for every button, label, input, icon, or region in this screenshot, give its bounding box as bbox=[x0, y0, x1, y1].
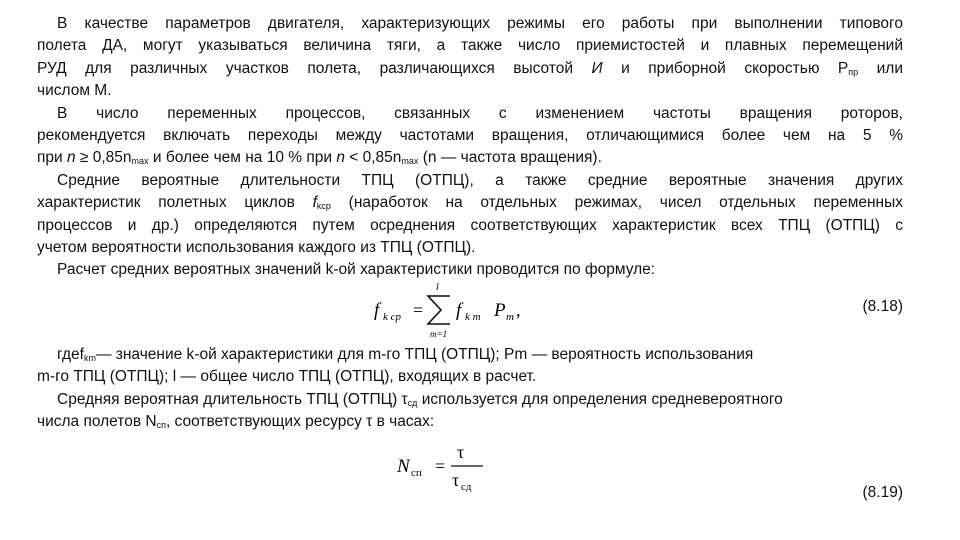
formula-8-19-graphic bbox=[395, 436, 525, 492]
text: числа полетов N bbox=[37, 413, 157, 431]
text: при bbox=[37, 149, 67, 167]
fraction-denominator-subscript: сд bbox=[461, 480, 472, 492]
subscript: max bbox=[131, 156, 149, 167]
paragraph-6-line-1 bbox=[37, 389, 903, 411]
text: (наработок на отдельных режимах, чисел отдельных переменных bbox=[330, 194, 903, 212]
text: рекомендуется включать переходы между частотами вращения, отличающимися более чем на 5 % bbox=[37, 127, 903, 145]
paragraph-5-line-2 bbox=[37, 366, 903, 388]
sum-lower-limit: m=1 bbox=[430, 328, 448, 339]
paragraph-1-line-4 bbox=[37, 80, 903, 102]
sum-upper-limit: l bbox=[436, 281, 439, 293]
subscript: пр bbox=[848, 66, 859, 77]
text: учетом вероятности использования каждого из ТПЦ (ОТПЦ). bbox=[37, 239, 476, 257]
formula-lhs-n: N bbox=[397, 455, 410, 477]
text: числом М. bbox=[37, 82, 112, 100]
italic-symbol: n bbox=[66, 149, 76, 167]
formula-lhs-f: f bbox=[374, 299, 380, 321]
formula-rhs-f: f bbox=[456, 299, 462, 321]
text: , соответствующих ресурсу τ в часах: bbox=[165, 413, 435, 431]
text: где bbox=[57, 345, 80, 363]
paragraph-3-line-3 bbox=[37, 215, 903, 237]
equation-number-8-19: (8.19) bbox=[862, 483, 903, 501]
formula-equals: = bbox=[413, 299, 424, 320]
text: (n — частота вращения). bbox=[418, 149, 602, 167]
paragraph-2-line-3 bbox=[37, 147, 903, 169]
text: Средние вероятные длительности ТПЦ (ОТПЦ), а также средние вероятные значения других bbox=[57, 171, 903, 189]
text: полета ДА, могут указываться величина тяги, а также число приемистостей и плавных перемещений bbox=[37, 37, 903, 55]
fraction-numerator: τ bbox=[457, 441, 465, 462]
paragraph-5-line-1 bbox=[37, 344, 903, 366]
text: — значение k-ой характеристики для m-го ТПЦ (ОТПЦ); Pm — вероятность использования bbox=[95, 345, 754, 363]
paragraph-3-line-2 bbox=[37, 192, 903, 214]
text: ≥ 0,85n bbox=[75, 149, 132, 167]
text: Средняя вероятная длительность ТПЦ (ОТПЦ) τ bbox=[57, 390, 408, 408]
italic-symbol: И bbox=[591, 59, 603, 77]
text: В число переменных процессов, связанных с изменением частоты вращения роторов, bbox=[57, 104, 903, 122]
text: В качестве параметров двигателя, характеризующих режимы его работы при выполнении типового bbox=[57, 15, 903, 32]
subscript: kср bbox=[316, 201, 331, 212]
paragraph-1-line-3 bbox=[37, 58, 903, 80]
formula-8-18-graphic bbox=[370, 282, 550, 340]
paragraph-3-line-1 bbox=[37, 170, 903, 192]
text: процессов и др.) определяются путем осреднения соответствующих характеристик всех ТПЦ (ОТПЦ) с bbox=[37, 216, 903, 234]
formula-lhs-subscript: k ср bbox=[383, 310, 402, 323]
paragraph-1-line-2 bbox=[37, 35, 903, 57]
paragraph-1-line-1 bbox=[37, 13, 903, 35]
text: m-го ТПЦ (ОТПЦ); l — общее число ТПЦ (ОТПЦ), входящих в расчет. bbox=[37, 368, 537, 386]
formula-lhs-subscript: сп bbox=[411, 466, 422, 479]
paragraph-3-line-4 bbox=[37, 237, 903, 259]
formula-8-19 bbox=[37, 434, 903, 504]
subscript: сд bbox=[407, 397, 418, 408]
subscript: km bbox=[83, 352, 96, 363]
formula-rhs-p-subscript: m bbox=[506, 310, 514, 323]
formula-equals: = bbox=[435, 455, 446, 476]
text: f bbox=[79, 345, 84, 363]
sum-sign-icon bbox=[428, 296, 450, 324]
italic-symbol: n bbox=[336, 149, 345, 167]
text: и приборной скоростью Р bbox=[602, 59, 849, 77]
paragraph-2-line-2 bbox=[37, 125, 903, 147]
text: РУД для различных участков полета, различающихся высотой bbox=[37, 59, 592, 77]
text: < 0,85n bbox=[344, 149, 402, 167]
text: или bbox=[858, 59, 904, 77]
formula-comma: , bbox=[516, 299, 521, 320]
italic-symbol: f bbox=[312, 194, 317, 212]
subscript: сп bbox=[156, 420, 166, 431]
text: Расчет средних вероятных значений k-ой характеристики проводится по формуле: bbox=[57, 261, 656, 279]
subscript: max bbox=[401, 156, 419, 167]
paragraph-2-line-1 bbox=[37, 103, 903, 125]
paragraph-4 bbox=[37, 259, 903, 281]
text: используется для определения средневероятного bbox=[417, 390, 783, 408]
text: и более чем на 10 % при bbox=[148, 149, 337, 167]
formula-8-18 bbox=[37, 282, 903, 344]
equation-number-8-18: (8.18) bbox=[862, 297, 903, 315]
fraction-denominator: τ bbox=[452, 469, 460, 490]
paragraph-6-line-2 bbox=[37, 411, 903, 433]
formula-rhs-subscript: k m bbox=[465, 310, 481, 323]
formula-rhs-p: P bbox=[494, 299, 506, 321]
text: характеристик полетных циклов bbox=[37, 194, 313, 212]
document-page bbox=[37, 13, 903, 504]
